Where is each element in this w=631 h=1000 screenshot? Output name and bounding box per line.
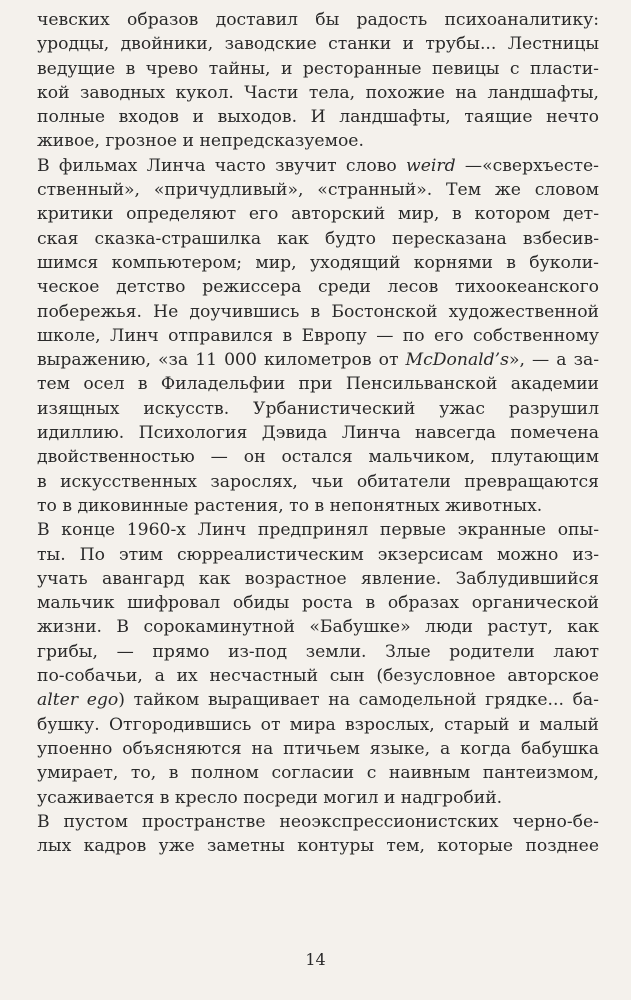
text-line: чевских образов доставил бы радость психоаналитику:	[37, 10, 599, 30]
text-line: грибы, — прямо из-под земли. Злые родители лают	[37, 641, 599, 662]
text-line: ты. По этим сюрреалистическим экзерсисам можно из-	[37, 544, 599, 565]
text-line: учать авангард как возрастное явление. Заблудившийся	[37, 568, 599, 589]
text-line: упоенно объясняются на птичьем языке, а когда бабушка	[37, 738, 599, 759]
text-line: умирает, то, в полном согласии с наивным пантеизмом,	[37, 763, 599, 784]
text-line: жизни. В сорокаминутной «Бабушке» люди растут, как	[37, 617, 599, 638]
page-number: 14	[305, 950, 326, 969]
text-line: ческое детство режиссера среди лесов тихоокеанского	[37, 277, 599, 298]
italic-term: weird	[406, 155, 456, 176]
text-line-paragraph-end: усаживается в кресло посреди могил и надгробий.	[37, 787, 503, 808]
italic-term: McDonald’s	[405, 350, 509, 371]
text-line: тем осел в Филадельфии при Пенсильванской академии	[37, 374, 599, 395]
text-line: ственный», «причудливый», «странный». Тем же словом	[37, 180, 599, 201]
text-line: выражению, «за 11 000 километров от McDonald’s», — а за-	[37, 350, 599, 371]
text-line: ведущие в чрево тайны, и ресторанные певицы с пласти-	[37, 58, 599, 79]
text-line: лых кадров уже заметны контуры тем, которые позднее	[37, 836, 599, 857]
text-line: бушку. Отгородившись от мира взрослых, старый и малый	[37, 714, 599, 735]
italic-term: alter ego	[37, 690, 119, 711]
text-line: изящных искусств. Урбанистический ужас разрушил	[37, 398, 599, 419]
body-text	[37, 0, 599, 858]
text-line: полные входов и выходов. И ландшафты, таящие нечто	[37, 107, 599, 128]
text-line: по-собачьи, а их несчастный сын (безусловное авторское	[37, 666, 599, 687]
text-line-paragraph-start: В фильмах Линча часто звучит слово weird —«сверхъесте-	[37, 155, 599, 176]
text-line-paragraph-end: то в диковинные растения, то в непонятных животных.	[37, 495, 543, 516]
text-line: кой заводных кукол. Части тела, похожие на ландшафты,	[37, 82, 599, 103]
text-line: ская сказка-страшилка как будто пересказана взбесив-	[37, 228, 599, 249]
text-line: критики определяют его авторский мир, в котором дет-	[37, 204, 599, 225]
text-line: школе, Линч отправился в Европу — по его собственному	[37, 325, 599, 346]
text-line: в искусственных зарослях, чьи обитатели превращаются	[37, 471, 599, 492]
text-line-paragraph-start: В пустом пространстве неоэкспрессионистских черно-бе-	[37, 811, 599, 832]
text-line: уродцы, двойники, заводские станки и трубы... Лестницы	[37, 34, 599, 55]
text-line-paragraph-end: живое, грозное и непредсказуемое.	[37, 131, 364, 152]
text-line: двойственностью — он остался мальчиком, плутающим	[37, 447, 599, 468]
text-line: мальчик шифровал обиды роста в образах органической	[37, 593, 599, 614]
text-line-paragraph-start: В конце 1960-х Линч предпринял первые экранные опы-	[37, 520, 599, 541]
text-line: идиллию. Психология Дэвида Линча навсегда помечена	[37, 423, 599, 444]
text-line: шимся компьютером; мир, уходящий корнями в буколи-	[37, 252, 599, 273]
text-line: побережья. Не доучившись в Бостонской художественной	[37, 301, 599, 322]
text-line: alter ego) тайком выращивает на самодельной грядке... ба-	[37, 690, 599, 711]
